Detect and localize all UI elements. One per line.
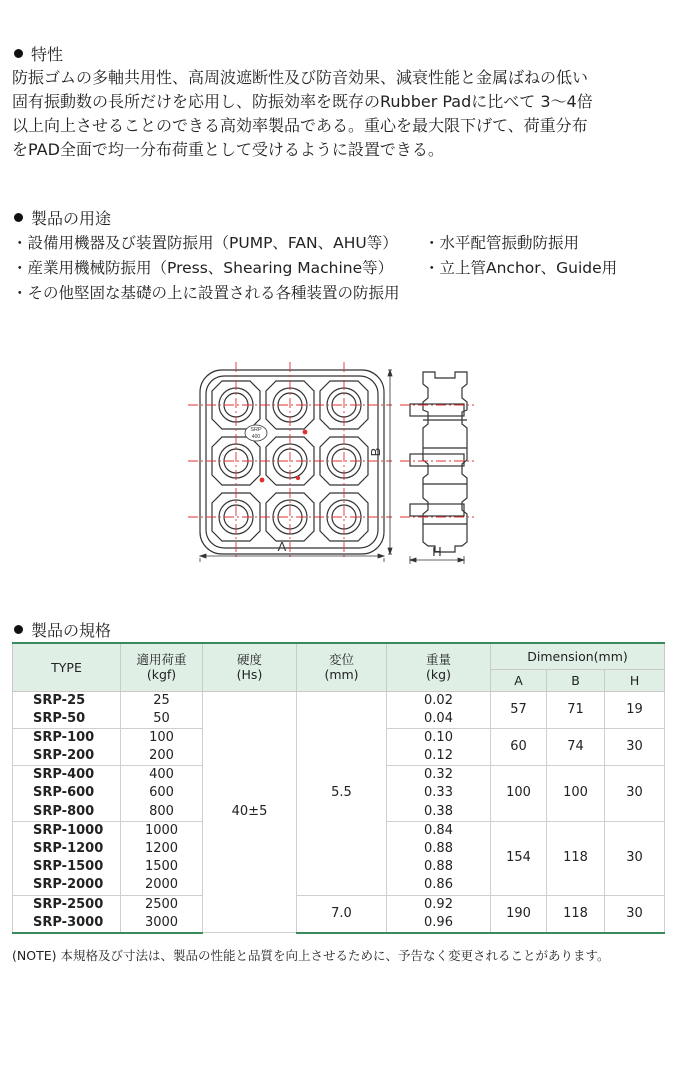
dimension-b [388,370,392,554]
cell-value: 400 [149,767,174,783]
cell-value: 200 [149,748,174,764]
cell-load [121,895,203,933]
th-a: A [491,669,547,691]
cell-value: 0.02 [424,692,453,708]
use-item: ・設備用機器及び装置防振用（PUMP、FAN、AHU等） [12,234,398,252]
cell-weight [387,895,491,933]
cell-value: 0.32 [424,767,453,783]
cell-value: SRP-3000 [33,914,104,930]
use-item: ・その他堅固な基礎の上に設置される各種装置の防振用 [12,284,400,302]
dimension-a-label: A [277,539,287,554]
dimension-h-label: H [432,544,442,559]
th-type: TYPE [13,643,121,691]
cell-dim-a: 154 [491,821,547,895]
cell-deflection: 5.5 [297,691,387,895]
th-hardness: 硬度 (Hs) [203,643,297,691]
cell-value: 600 [149,785,174,801]
cell-value: 1200 [144,841,179,856]
cell-value: 0.88 [424,859,453,875]
srp-stamp [245,425,267,441]
cell-dim-b: 74 [547,728,605,765]
cell-type [13,821,121,895]
cell-dim-h: 19 [605,691,665,728]
cell-hardness: 40±5 [203,691,297,933]
cell-value: 25 [153,692,170,708]
cell-type [13,766,121,822]
pad-side-view [410,372,467,552]
cell-value: SRP-2500 [33,896,104,912]
cell-dim-h: 30 [605,766,665,822]
th-b: B [547,669,605,691]
cell-weight [387,766,491,822]
cell-value: SRP-1500 [33,859,104,875]
cell-dim-b: 100 [547,766,605,822]
th-dimension: Dimension(mm) [491,643,665,669]
cell-value: 1000 [144,822,179,838]
stamp-text-bottom: 400 [251,434,261,440]
features-heading: 特性 [14,42,63,65]
th-h: H [605,669,665,691]
cell-value: 0.33 [424,785,453,801]
cell-value: 0.38 [424,803,453,819]
cell-dim-b: 118 [547,821,605,895]
cell-type [13,728,121,765]
cell-load [121,821,203,895]
cell-dim-a: 60 [491,728,547,765]
cell-value: 800 [149,803,174,819]
cell-value: SRP-400 [33,767,95,783]
cell-value: 3000 [144,914,179,930]
dimension-b-label: B [368,447,383,457]
specs-heading: 製品の規格 [14,618,111,641]
product-drawing [0,350,680,590]
cell-value: SRP-600 [33,785,95,801]
cell-value: SRP-200 [33,748,95,764]
cell-value: 50 [153,710,170,726]
features-line: をPAD全面で均一分布荷重として受けるように設置できる。 [12,140,444,159]
cell-value: 0.10 [424,729,453,745]
cell-dim-a: 100 [491,766,547,822]
cell-value: SRP-100 [33,729,95,745]
use-item: ・立上管Anchor、Guide用 [424,259,618,277]
cell-type [13,691,121,728]
features-line: 防振ゴムの多軸共用性、高周波遮断性及び防音効果、減衰性能と金属ばねの低い [12,68,589,87]
cell-value: 0.86 [424,877,453,893]
features-paragraph [12,66,668,162]
cell-load [121,691,203,728]
features-line: 固有振動数の長所だけを応用し、防振効率を既存のRubber Padに比べて 3～4倍 [12,92,593,111]
cell-value: 2500 [144,896,179,912]
use-item: ・水平配管振動防振用 [424,234,580,252]
th-deflection: 変位 (mm) [297,643,387,691]
spec-table [12,642,665,934]
bullet-icon [14,625,23,634]
cell-weight [387,728,491,765]
side-center-lines [400,405,474,517]
cell-value: SRP-50 [33,710,86,726]
cell-value: 0.12 [424,748,453,764]
bullet-icon [14,49,23,58]
cell-value: SRP-1200 [33,841,104,856]
cell-dim-a: 57 [491,691,547,728]
cell-dim-b: 71 [547,691,605,728]
cell-dim-b: 118 [547,895,605,933]
features-line: 以上向上させることのできる高効率製品である。重心を最大限下げて、荷重分布 [12,116,588,135]
dimension-a [200,554,384,562]
cell-weight [387,691,491,728]
cell-dim-h: 30 [605,728,665,765]
uses-heading: 製品の用途 [14,206,111,229]
cell-value: 0.04 [424,710,453,726]
cell-load [121,728,203,765]
cell-dim-h: 30 [605,821,665,895]
cell-dim-a: 190 [491,895,547,933]
cell-type [13,895,121,933]
cell-value: SRP-2000 [33,877,104,893]
cell-value: 0.84 [424,822,453,838]
cell-value: 0.88 [424,841,453,856]
cell-weight [387,821,491,895]
use-item: ・産業用機械防振用（Press、Shearing Machine等） [12,259,394,277]
th-load: 適用荷重 (kgf) [121,643,203,691]
cell-value: 2000 [144,877,179,893]
note-text: (NOTE) 本規格及び寸法は、製品の性能と品質を向上させるために、予告なく変更されることがあります。 [12,948,610,963]
stamp-text-top: SRP [250,427,262,433]
cell-value: SRP-1000 [33,822,104,838]
th-weight: 重量 (kg) [387,643,491,691]
cell-dim-h: 30 [605,895,665,933]
pad-top-view [200,370,384,554]
cell-deflection: 7.0 [297,895,387,933]
bullet-icon [14,213,23,222]
cell-value: 100 [149,729,174,745]
cell-value: SRP-800 [33,803,95,819]
spec-group-row [13,895,665,933]
spec-group-row [13,691,665,728]
cell-value: 1500 [144,859,179,875]
cell-load [121,766,203,822]
cell-value: SRP-25 [33,692,86,708]
cell-value: 0.92 [424,896,453,912]
cell-value: 0.96 [424,914,453,930]
